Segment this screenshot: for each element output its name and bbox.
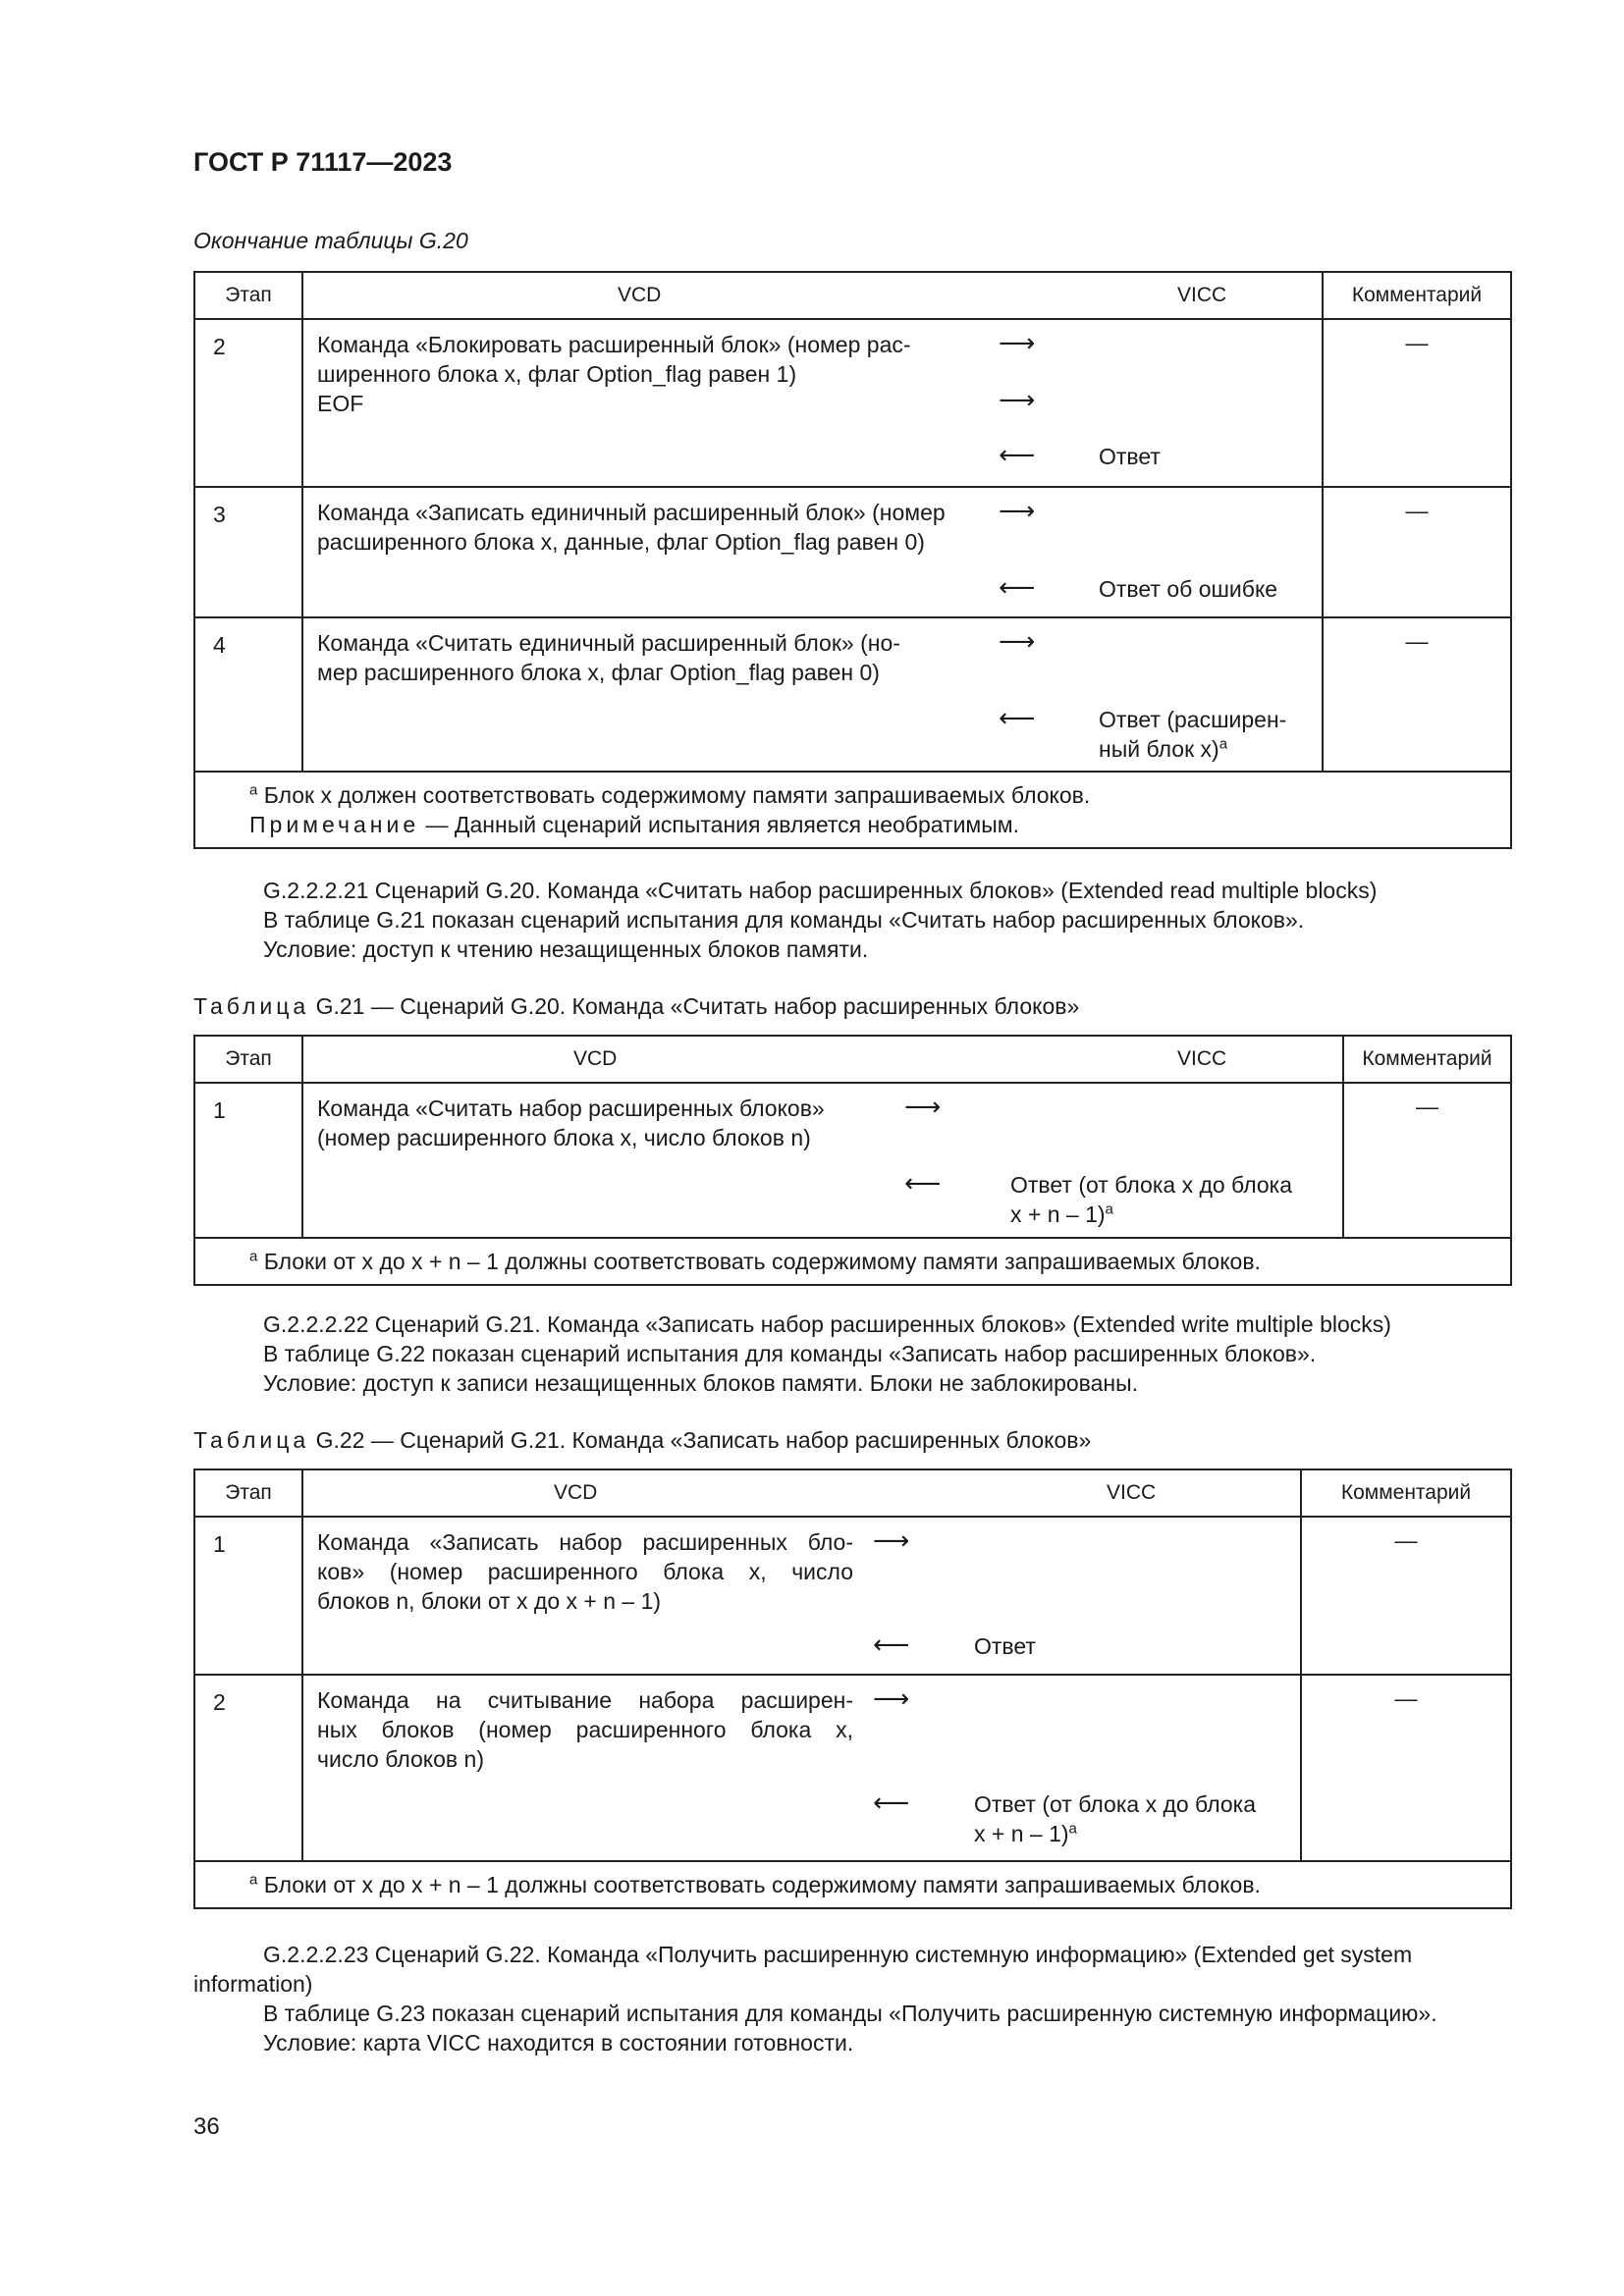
- column-header-stage: Этап: [194, 1036, 302, 1083]
- table-footnote-row: [194, 1238, 1511, 1285]
- table-row: [194, 319, 1511, 487]
- column-header-comment: Комментарий: [1301, 1469, 1511, 1517]
- table-g22: [193, 1468, 1512, 1909]
- vicc-response: Ответ (от блока x до блока x + n – 1)$^a$: [974, 1791, 1257, 1846]
- column-header-vicc: VICC: [1107, 1481, 1157, 1504]
- table-footnote: $^a$ Блоки от x до x + n – 1 должны соответствовать содержимому памяти запрашиваемых блоков.: [194, 1861, 1511, 1908]
- vcd-command-text: Команда на считывание набора расширен- ных блоков (номер расширенного блока x, число блоков n): [317, 1687, 853, 1772]
- table-row: [194, 1083, 1511, 1238]
- vcd-vicc-cell: [302, 319, 1323, 487]
- stage-number: 4: [194, 617, 302, 772]
- column-header-vcd: VCD: [554, 1481, 598, 1504]
- arrow-right-icon: ⟶: [999, 626, 1036, 656]
- paragraph: Условие: доступ к чтению незащищенных блоков памяти.: [263, 936, 869, 962]
- column-header-vcd-vicc: [302, 1469, 1301, 1517]
- table-footnote: $^a$ Блоки от x до x + n – 1 должны соответствовать содержимому памяти запрашиваемых блоков.: [194, 1238, 1511, 1285]
- column-header-vcd-vicc: [302, 272, 1323, 319]
- table-header-row: [194, 1469, 1511, 1517]
- vcd-command-text: Команда «Считать набор расширенных блоков» (номер расширенного блока x, число блоков n): [317, 1095, 825, 1150]
- table-row: [194, 1517, 1511, 1675]
- column-header-vicc: VICC: [1177, 1047, 1227, 1070]
- vcd-command-text: Команда «Считать единичный расширенный блок» (но- мер расширенного блока x, флаг Option_flag равен 0): [317, 630, 900, 685]
- arrow-left-icon: ⟵: [904, 1168, 942, 1198]
- vcd-command-text: Команда «Записать единичный расширенный блок» (номер расширенного блока x, данные, флаг Option_flag равен 0): [317, 500, 946, 555]
- paragraph: В таблице G.23 показан сценарий испытания для команды «Получить расширенную системную информацию».: [263, 2001, 1437, 2026]
- arrow-left-icon: ⟵: [873, 1629, 910, 1659]
- paragraph: В таблице G.21 показан сценарий испытания для команды «Считать набор расширенных блоков».: [263, 907, 1305, 933]
- column-header-stage: Этап: [194, 1469, 302, 1517]
- section-heading-21: G.2.2.2.21 Сценарий G.20. Команда «Считать набор расширенных блоков» (Extended read multiple blocks): [263, 878, 1378, 903]
- note-label: Примечание: [249, 812, 420, 837]
- table-g20: [193, 271, 1512, 849]
- table-g21-caption: Таблица G.21 — Сценарий G.20. Команда «Считать набор расширенных блоков»: [193, 993, 1080, 1019]
- column-header-vcd-vicc: [302, 1036, 1343, 1083]
- column-header-comment: Комментарий: [1343, 1036, 1511, 1083]
- paragraph: Условие: карта VICC находится в состоянии готовности.: [263, 2030, 854, 2056]
- column-header-vcd: VCD: [573, 1047, 618, 1070]
- section-heading-23: G.2.2.2.23 Сценарий G.22. Команда «Получить расширенную системную информацию» (Extended get system: [263, 1942, 1413, 1967]
- table-g22-caption: Таблица G.22 — Сценарий G.21. Команда «Записать набор расширенных блоков»: [193, 1427, 1092, 1453]
- comment-cell: —: [1323, 319, 1511, 487]
- paragraph: Условие: доступ к записи незащищенных блоков памяти. Блоки не заблокированы.: [263, 1370, 1139, 1396]
- vcd-vicc-cell: [302, 617, 1323, 772]
- comment-cell: —: [1343, 1083, 1511, 1238]
- note-text: — Данный сценарий испытания является необратимым.: [419, 812, 1019, 837]
- column-header-comment: Комментарий: [1323, 272, 1511, 319]
- arrow-right-icon: ⟶: [904, 1092, 942, 1121]
- vcd-vicc-cell: [302, 1675, 1301, 1861]
- table-row: [194, 487, 1511, 617]
- table-header-row: [194, 272, 1511, 319]
- page-number: 36: [193, 2113, 220, 2140]
- column-header-stage: Этап: [194, 272, 302, 319]
- table-footnote: $^a$ Блок x должен соответствовать содержимому памяти запрашиваемых блоков. Примечание — Данный сценарий испытания является необратимым.: [194, 772, 1511, 848]
- table-g21: [193, 1035, 1512, 1286]
- table-footnote-row: [194, 1861, 1511, 1908]
- vcd-vicc-cell: [302, 1083, 1343, 1238]
- vcd-vicc-cell: [302, 487, 1323, 617]
- vicc-response: Ответ (расширен- ный блок x)$^a$: [1099, 707, 1287, 762]
- comment-cell: —: [1301, 1675, 1511, 1861]
- vicc-response: Ответ об ошибке: [1099, 576, 1278, 602]
- vicc-response: Ответ: [1099, 444, 1161, 469]
- arrow-right-icon: ⟶: [873, 1525, 910, 1555]
- stage-number: 3: [194, 487, 302, 617]
- document-id: ГОСТ Р 71117—2023: [193, 147, 453, 177]
- section-heading-23-cont: information): [193, 1971, 313, 1997]
- table-row: [194, 617, 1511, 772]
- arrow-right-icon: ⟶: [873, 1683, 910, 1713]
- paragraph: В таблице G.22 показан сценарий испытания для команды «Записать набор расширенных блоков».: [263, 1341, 1317, 1366]
- column-header-vicc: VICC: [1177, 284, 1227, 306]
- table-g20-caption: Окончание таблицы G.20: [193, 228, 468, 253]
- table-header-row: [194, 1036, 1511, 1083]
- vicc-response: Ответ: [974, 1633, 1036, 1659]
- arrow-right-icon: ⟶: [999, 328, 1036, 357]
- arrow-right-icon: ⟶: [999, 496, 1036, 525]
- vcd-vicc-cell: [302, 1517, 1301, 1675]
- vcd-command-text: Команда «Записать набор расширенных бло- ков» (номер расширенного блока x, число блоков n, блоки от x до x + n – 1): [317, 1529, 853, 1614]
- table-row: [194, 1675, 1511, 1861]
- arrow-left-icon: ⟵: [999, 572, 1036, 602]
- stage-number: 1: [194, 1083, 302, 1238]
- comment-cell: —: [1323, 617, 1511, 772]
- column-header-vcd: VCD: [618, 284, 662, 306]
- arrow-left-icon: ⟵: [873, 1788, 910, 1817]
- arrow-left-icon: ⟵: [999, 440, 1036, 469]
- comment-cell: —: [1323, 487, 1511, 617]
- stage-number: 2: [194, 319, 302, 487]
- arrow-left-icon: ⟵: [999, 703, 1036, 732]
- arrow-right-icon: ⟶: [999, 385, 1036, 414]
- vcd-command-text: Команда «Блокировать расширенный блок» (номер рас- ширенного блока x, флаг Option_flag равен 1) EOF: [317, 332, 911, 416]
- section-heading-22: G.2.2.2.22 Сценарий G.21. Команда «Записать набор расширенных блоков» (Extended write multiple blocks): [263, 1311, 1391, 1337]
- vicc-response: Ответ (от блока x до блока x + n – 1)$^a$: [1010, 1172, 1293, 1227]
- stage-number: 2: [194, 1675, 302, 1861]
- table-footnote-row: [194, 772, 1511, 848]
- comment-cell: —: [1301, 1517, 1511, 1675]
- stage-number: 1: [194, 1517, 302, 1675]
